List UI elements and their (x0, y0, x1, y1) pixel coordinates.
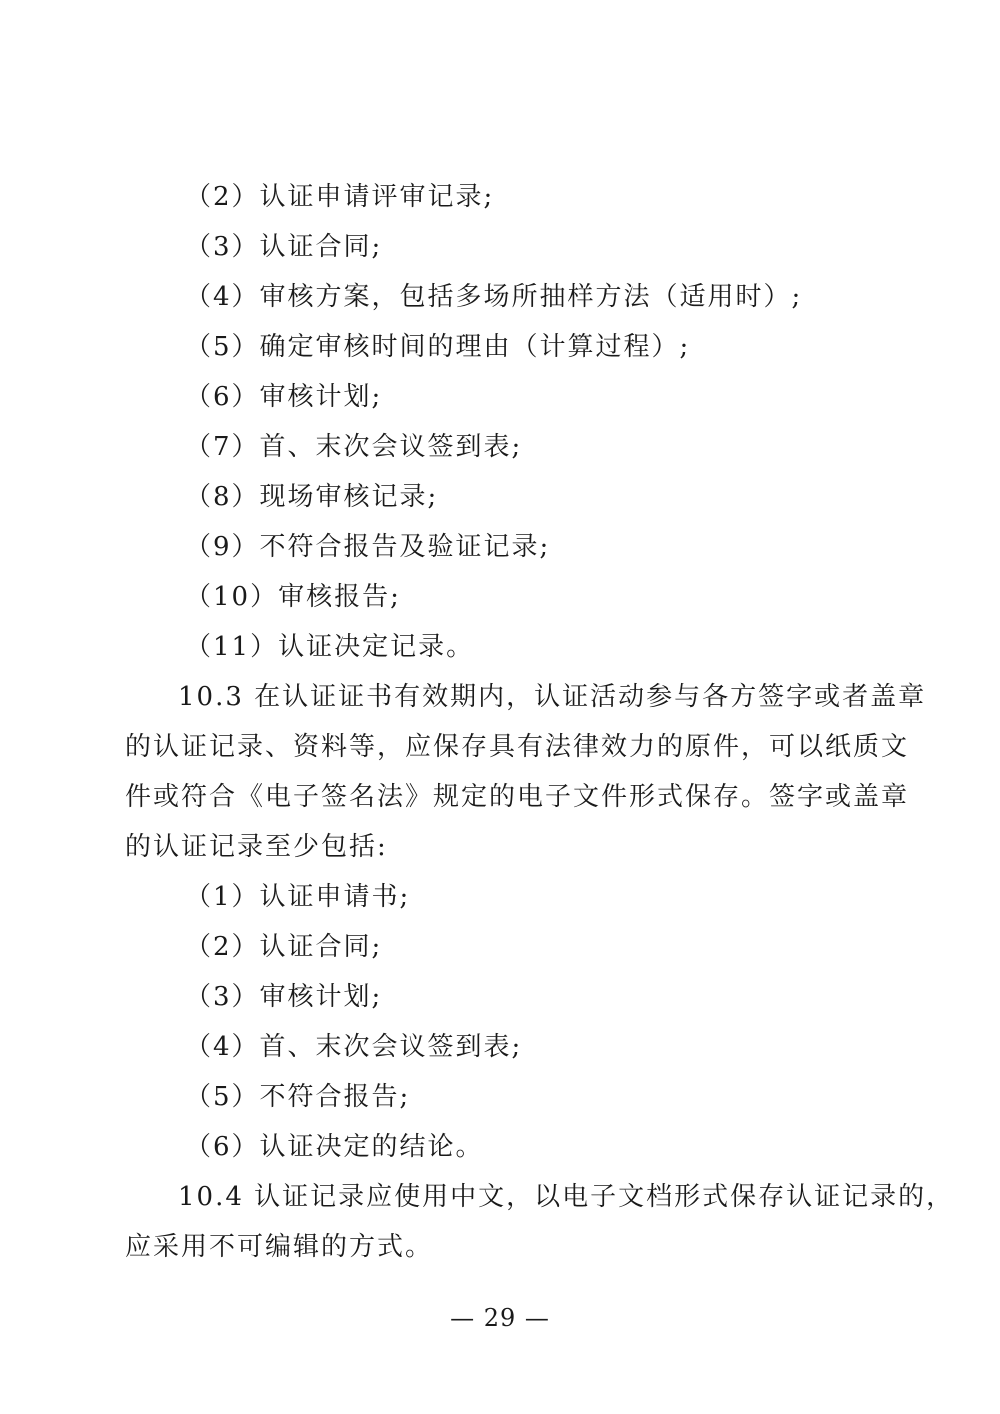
list-item: （4）首、末次会议签到表; (185, 1032, 523, 1062)
section-10-4-line: 10.4 认证记录应使用中文，以电子文档形式保存认证记录的， (178, 1182, 955, 1212)
list-item: （4）审核方案，包括多场所抽样方法（适用时）; (185, 282, 803, 312)
list-item: （5）确定审核时间的理由（计算过程）; (185, 332, 691, 362)
list-item: （10）审核报告; (185, 582, 401, 612)
list-item: （9）不符合报告及验证记录; (185, 532, 551, 562)
section-10-3-line: 10.3 在认证证书有效期内，认证活动参与各方签字或者盖章 (178, 682, 927, 712)
list-item: （11）认证决定记录。 (185, 632, 475, 662)
section-10-3-line: 的认证记录、资料等，应保存具有法律效力的原件，可以纸质文 (125, 732, 910, 762)
list-item: （2）认证申请评审记录; (185, 182, 495, 212)
list-item: （2）认证合同; (185, 932, 383, 962)
page-number: — 29 — (450, 1304, 550, 1332)
list-item: （3）认证合同; (185, 232, 383, 262)
list-item: （5）不符合报告; (185, 1082, 411, 1112)
list-item: （8）现场审核记录; (185, 482, 439, 512)
list-item: （6）审核计划; (185, 382, 383, 412)
section-10-4-line: 应采用不可编辑的方式。 (125, 1232, 434, 1262)
list-item: （1）认证申请书; (185, 882, 411, 912)
list-item: （6）认证决定的结论。 (185, 1132, 484, 1162)
list-item: （3）审核计划; (185, 982, 383, 1012)
section-10-3-line: 件或符合《电子签名法》规定的电子文件形式保存。签字或盖章 (125, 782, 910, 812)
section-10-3-line: 的认证记录至少包括: (125, 832, 388, 862)
list-item: （7）首、末次会议签到表; (185, 432, 523, 462)
